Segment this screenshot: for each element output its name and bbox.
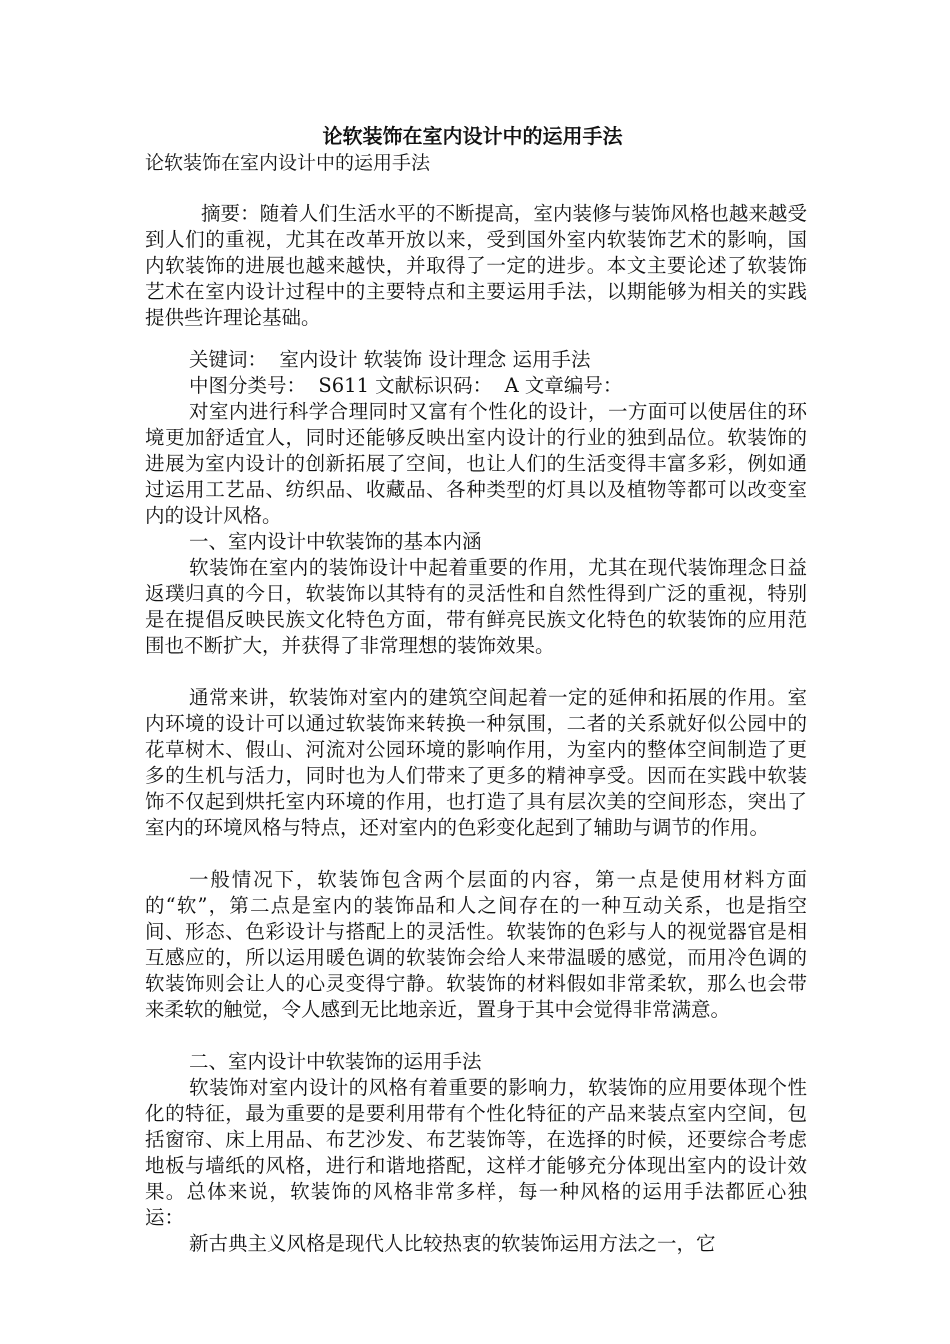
body-paragraph-partial: 新古典主义风格是现代人比较热衷的软装饰运用方法之一，它	[189, 1232, 716, 1255]
abstract-paragraph: 摘要：随着人们生活水平的不断提高，室内装修与装饰风格也越来越受到人们的重视，尤其在改革开放以来，受到国外室内软装饰艺术的影响，国内软装饰的进展也越来越快，并取得了一定的进步。本文主要论述了软装饰艺术在室内设计过程中的主要特点和主要运用手法，以期能够为相关的实践提供些许理论基础。	[145, 202, 807, 329]
keywords-line: 关键词： 室内设计 软装饰 设计理念 运用手法	[189, 348, 591, 371]
document-subtitle: 论软装饰在室内设计中的运用手法	[145, 152, 431, 174]
body-paragraph: 一般情况下，软装饰包含两个层面的内容，第一点是使用材料方面的“软”，第二点是室内的装饰品和人之间存在的一种互动关系，也是指空间、形态、色彩设计与搭配上的灵活性。软装饰的色彩与人的视觉器官是相互感应的，所以运用暖色调的软装饰会给人来带温暖的感觉，而用冷色调的软装饰则会让人的心灵变得宁静。软装饰的材料假如非常柔软，那么也会带来柔软的触觉，令人感到无比地亲近，置身于其中会觉得非常满意。	[145, 868, 807, 1021]
body-paragraph: 通常来讲，软装饰对室内的建筑空间起着一定的延伸和拓展的作用。室内环境的设计可以通过软装饰来转换一种氛围，二者的关系就好似公园中的花草树木、假山、河流对公园环境的影响作用，为室内的整体空间制造了更多的生机与活力，同时也为人们带来了更多的精神享受。因而在实践中软装饰不仅起到烘托室内环境的作用，也打造了具有层次美的空间形态，突出了室内的环境风格与特点，还对室内的色彩变化起到了辅助与调节的作用。	[145, 686, 807, 839]
document-title: 论软装饰在室内设计中的运用手法	[322, 124, 623, 148]
classification-line: 中图分类号： S611 文献标识码： A 文章编号：	[189, 374, 623, 397]
section-heading: 一、室内设计中软装饰的基本内涵	[189, 530, 482, 553]
body-paragraph: 软装饰在室内的装饰设计中起着重要的作用，尤其在现代装饰理念日益返璞归真的今日，软装饰以其特有的灵活性和自然性得到广泛的重视，特别是在提倡反映民族文化特色方面，带有鲜亮民族文化特色的软装饰的应用范围也不断扩大，并获得了非常理想的装饰效果。	[145, 556, 807, 657]
body-paragraph: 软装饰对室内设计的风格有着重要的影响力，软装饰的应用要体现个性化的特征，最为重要的是要利用带有个性化特征的产品来装点室内空间，包括窗帘、床上用品、布艺沙发、布艺装饰等，在选择的时候，还要综合考虑地板与墙纸的风格，进行和谐地搭配，这样才能够充分体现出室内的设计效果。总体来说，软装饰的风格非常多样，每一种风格的运用手法都匠心独运：	[145, 1076, 807, 1229]
body-paragraph: 对室内进行科学合理同时又富有个性化的设计，一方面可以使居住的环境更加舒适宜人，同时还能够反映出室内设计的行业的独到品位。软装饰的进展为室内设计的创新拓展了空间，也让人们的生活变得丰富多彩，例如通过运用工艺品、纺织品、收藏品、各种类型的灯具以及植物等都可以改变室内的设计风格。	[145, 400, 807, 527]
section-heading: 二、室内设计中软装饰的运用手法	[189, 1050, 482, 1073]
